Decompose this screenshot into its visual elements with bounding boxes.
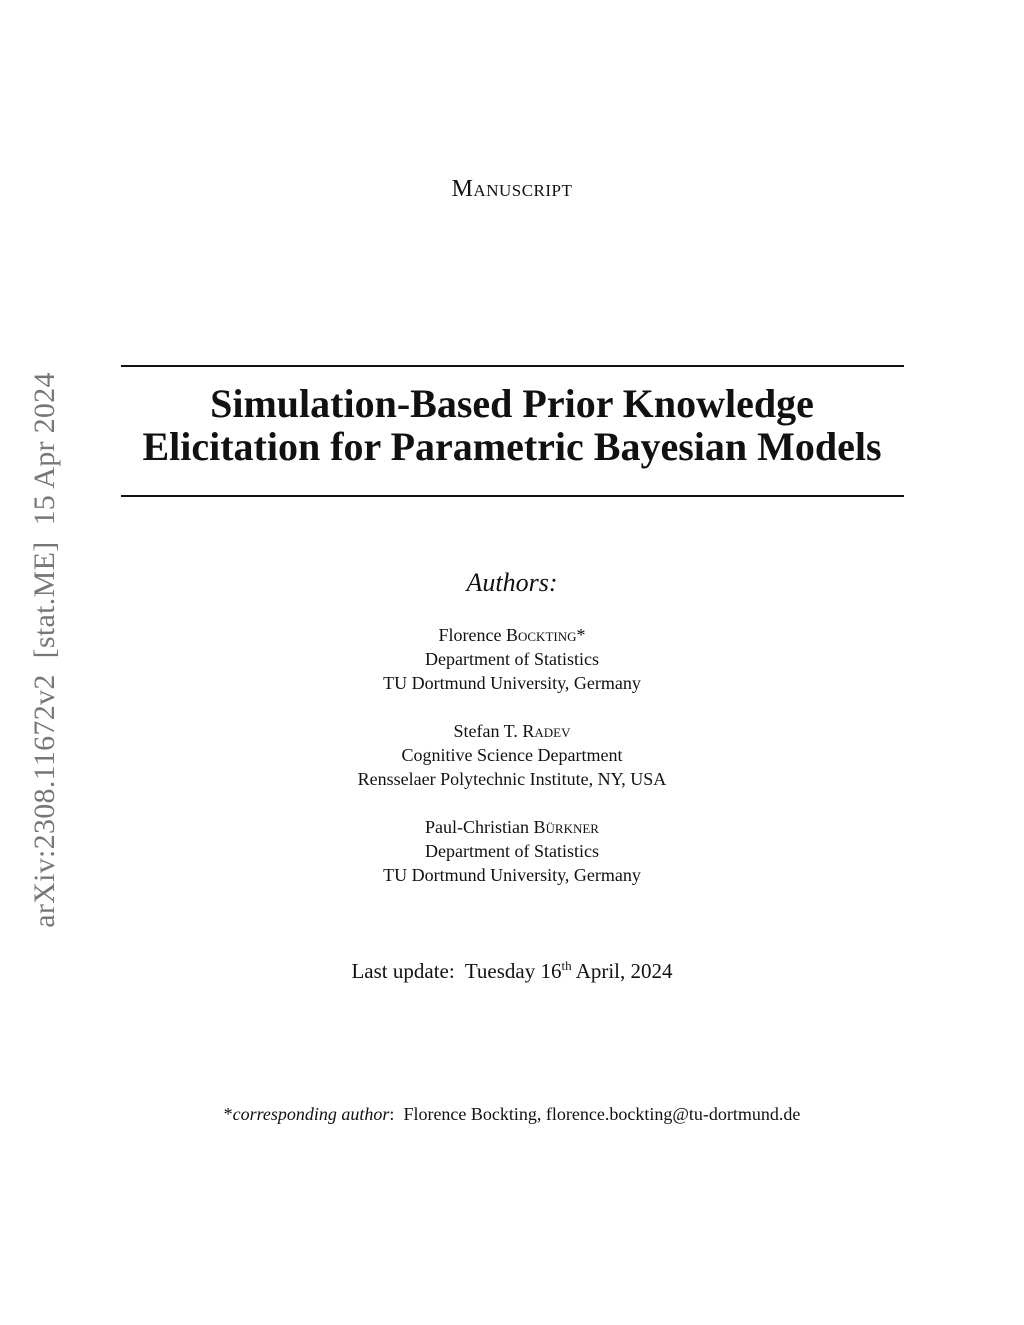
last-update-day-suffix: th [561, 958, 572, 973]
corresponding-text: Florence Bockting, florence.bockting@tu-dortmund.de [403, 1104, 801, 1124]
corresponding-label: corresponding author [232, 1104, 390, 1124]
arxiv-id: arXiv:2308.11672v2 [28, 674, 61, 928]
author-name [0, 815, 1024, 839]
author-name [0, 719, 1024, 743]
author-marker: * [576, 625, 586, 645]
title-rule-top [121, 365, 904, 367]
last-update-month-year: April, 2024 [575, 959, 673, 983]
authors-heading: Authors: [466, 568, 558, 597]
last-update-label: Last update: [351, 959, 455, 983]
author-last-name: Radev [522, 721, 571, 741]
arxiv-category: [stat.ME] [28, 541, 61, 659]
title-rule-bottom [121, 495, 904, 497]
author-department: Department of Statistics [425, 649, 599, 669]
author-institution: TU Dortmund University, Germany [383, 673, 641, 693]
author-block [0, 719, 1024, 791]
last-update [0, 958, 1024, 984]
corresponding-author-note: *corresponding author: Florence Bockting, florence.bockting@tu-dortmund.de [223, 1104, 801, 1124]
author-block [0, 623, 1024, 695]
author-institution: TU Dortmund University, Germany [383, 865, 641, 885]
arxiv-date: 15 Apr 2024 [28, 372, 61, 526]
title-line-2: Elicitation for Parametric Bayesian Models [142, 424, 882, 469]
last-update-weekday: Tuesday [464, 959, 536, 983]
author-name [0, 623, 1024, 647]
corresponding-marker: * [223, 1104, 233, 1124]
author-last-name: Bürkner [533, 817, 599, 837]
manuscript-label: Manuscript [451, 176, 573, 202]
author-first-name: Paul-Christian [425, 817, 530, 837]
author-first-name: Stefan T. [453, 721, 518, 741]
author-department: Cognitive Science Department [401, 745, 623, 765]
author-last-name: Bockting [505, 625, 577, 645]
author-institution: Rensselaer Polytechnic Institute, NY, USA [357, 769, 667, 789]
last-update-day: 16 [540, 959, 562, 983]
author-first-name: Florence [438, 625, 502, 645]
author-block [0, 815, 1024, 887]
paper-title [100, 382, 924, 468]
title-line-1: Simulation-Based Prior Knowledge [210, 381, 814, 426]
author-department: Department of Statistics [425, 841, 599, 861]
